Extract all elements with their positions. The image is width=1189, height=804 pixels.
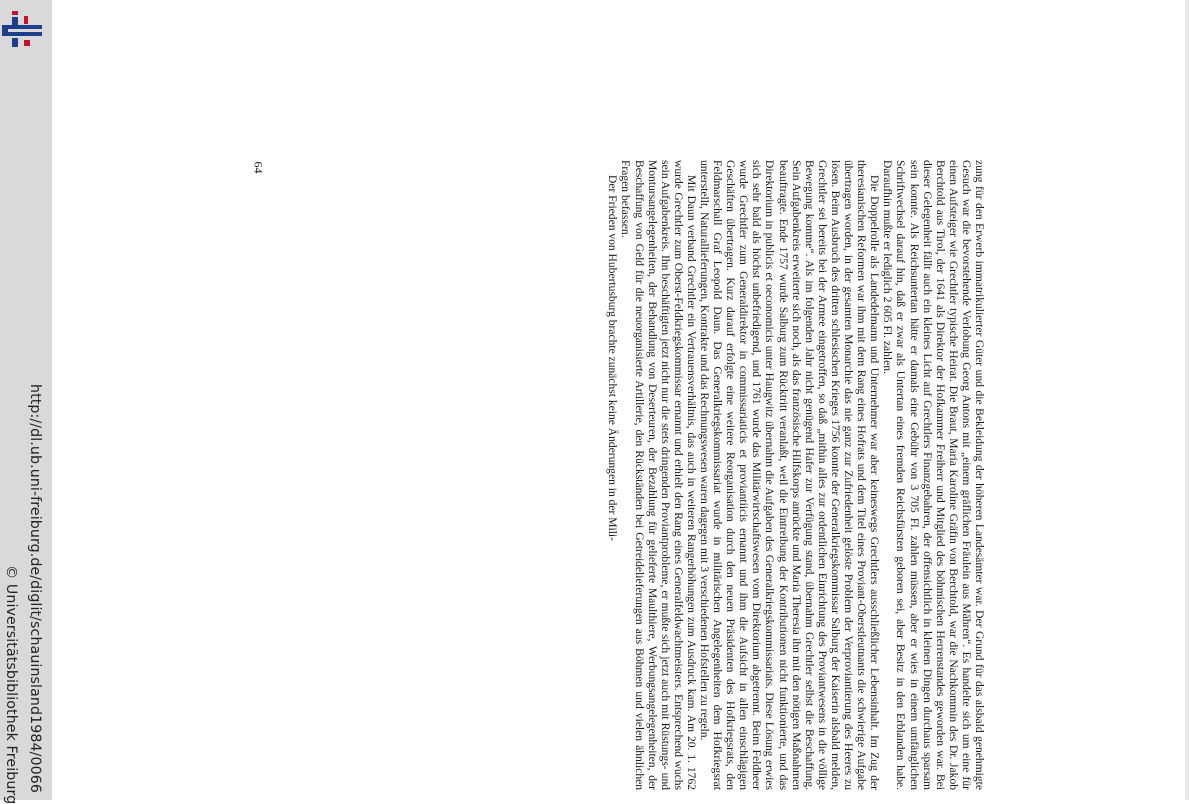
document-url[interactable]: http://dl.ub.uni-freiburg.de/diglit/schauinsland1984/0066: [27, 384, 43, 793]
copyright-notice: © Universitätsbibliothek Freiburg: [3, 565, 19, 804]
paragraph: zung für den Erwerb immatrikulierter Güter und die Bekleidung der höheren Landesämter war. Der Grund für das alsbald genehmigte Gesuch war die bevorstehende Verlobung Georg Antons mit „einem gräflichen Fräulein aus Mähren“. Es handelte sich um eine für einen Aufsteiger wie Grechtler typische Heirat. Die Braut, Maria Karoline Gräfin von Berchtold, war die Nachkommin des Dr. Jakob Berchtold aus Tirol, der 1641 als Direktor der Hofkammer Freiherr und Mitglied des böhmischen Herrenstandes geworden war. Bei dieser Gelegenheit fällt auch ein kleines Licht auf Grechtlers Finanzgebahren, der offensichtlich in kleinen Dingen durchaus sparsam sein konnte. Als Reichsuntertan hätte er damals eine Gebühr von 3 705 Fl. zahlen müssen, aber er wies in einem umfänglichen Schriftwechsel darauf hin, daß er zwar als Untertan eines fremden Reichsfürsten geboren sei, aber Besitz in den Erblanden habe. Daraufhin mußte er lediglich 2 605 Fl. zahlen.: [881, 160, 985, 790]
page-number: 64: [251, 161, 266, 174]
paragraph: Die Doppelrolle als Landedelmann und Unternehmer war aber keineswegs Grechtlers ausschließlicher Lebensinhalt. Im Zug der theresianischen Reformen war ihm mit dem Rang eines Hofrats und dem Titel eines Proviant-Oberstleutnants die schwierige Aufgabe übertragen worden, in der gesamten Monarchie das nie ganz zur Zufriedenheit gelöste Problem der Verproviantierung des Heeres zu lösen. Beim Ausbruch des dritten schlesischen Krieges 1756 konnte der Generalkriegskommissar Salburg der Kaiserin alsbald melden, Grechtler sei bereits bei der Armee eingetroffen, so daß „mithin alles zur ordentlichen Einrichtung des Proviantwesens in die völlige Bewegung komme“. Als im folgenden Jahr nicht genügend Hafer zur Verfügung stand, übernahm Grechtler selbst die Beschaffung. Sein Aufgabenkreis erweiterte sich noch, als das französische Hilfskorps anrückte und Maria Theresia ihn mit den nötigen Maßnahmen beauftragte. Ende 1757 wurde Salburg zum Rücktritt veranlaßt, weil die Eintreibung der Kontributionen nicht funktionierte, und das Direktorium in publicis et oeconomicis unter Haugwitz übernahm die Aufgaben des Generalkriegskommissariats. Diese Lösung erwies sich sehr bald als höchst unbefriedigend, und 1761 wurde das Militärwirtschaftswesen vom Direktorium abgetrennt. Beim Feldheer wurde Grechtler zum Generaldirektor in commissariaticis et proviantiicis ernannt und ihm die Aufsicht in allen einschlägigen Geschäften übertragen. Kurz darauf erfolgte eine weitere Reorganisation durch den neuen Präsidenten des Hofkriegsrats, den Feldmarschall Graf Leopold Daun. Das Generalkriegskommissariat wurde in militärischen Angelegenheiten dem Hofkriegsrat unterstellt, Naturallieferungen, Kontrakte und das Rechnungswesen waren dagegen mit 3 verschiedenen Hofstellen zu regeln.: [698, 160, 881, 790]
page-content: [605, 160, 985, 790]
scanned-page: [240, 160, 985, 790]
paragraph: Mit Daun verband Grechtler ein Vertrauensverhältnis, das auch in weiteren Rangerhöhungen zum Ausdruck kam. Am 20. 1. 1762 wurde Grechtler zum Oberst-Feldkriegskommissar ernannt und erhielt den Rang eines Generalfeldwachtmeisters. Entsprechend wuchs sein Aufgabenkreis. Ihn beschäftigten jetzt nicht nur die stets dringenden Proviantprobleme, er mußte sich jetzt auch mit Rüstungs- und Montursangelegenheiten, der Behandlung von Deserteuren, der Bezahlung für gelieferte Maulthiere, Werbungsangelegenheiten, der Beschaffung von Geld für die neuorganisierte Artillerie, den Rückständen bei Getreidelieferungen aus Böhmen und vielen ähnlichen Fragen befassen.: [619, 160, 697, 790]
scrollbar-edge: [1185, 0, 1189, 800]
page-body-text: [605, 160, 985, 790]
sidebar: [0, 0, 52, 804]
ub-freiburg-logo-icon: [0, 8, 44, 52]
paragraph: Der Frieden von Hubertusburg brachte zunächst keine Änderungen in der Mili-: [606, 175, 619, 541]
page-number-wrap: [250, 162, 266, 182]
